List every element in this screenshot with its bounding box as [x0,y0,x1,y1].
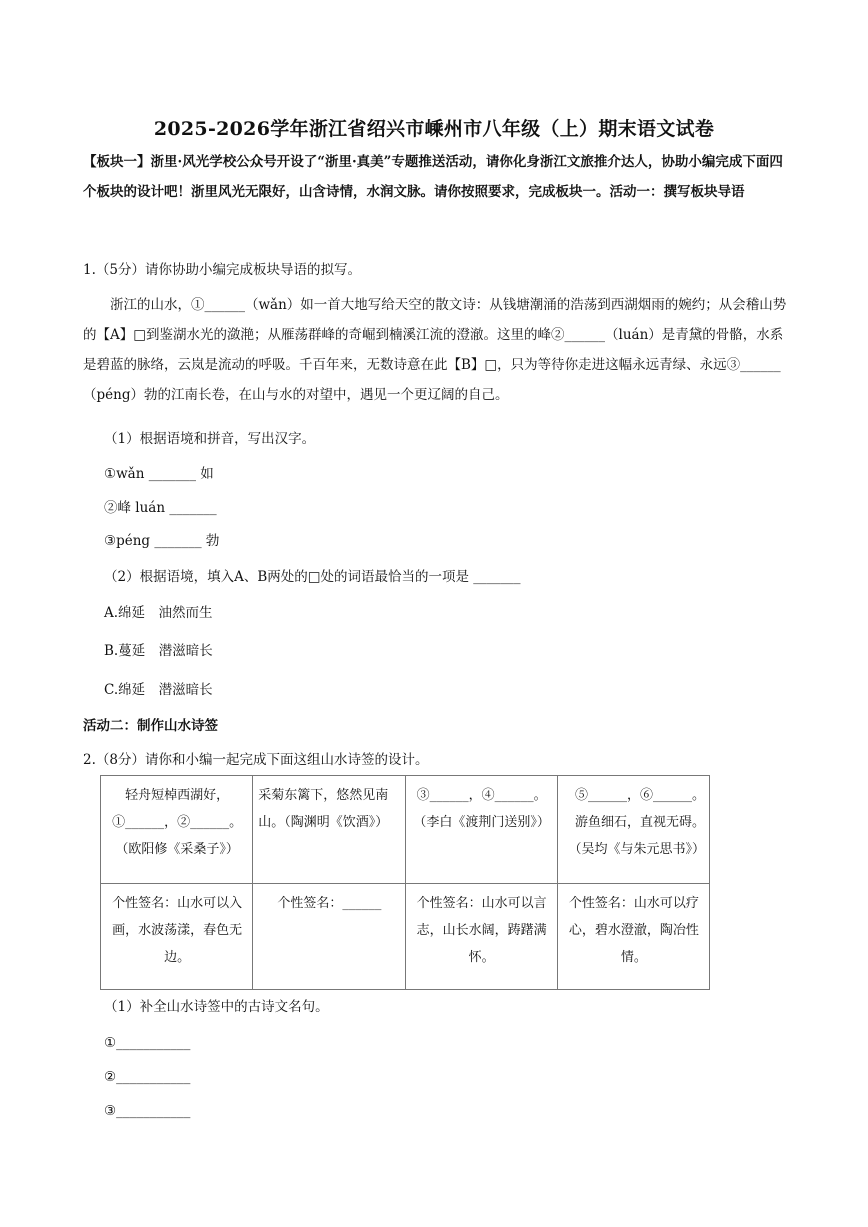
table-cell: 个性签名：山水可以言志，山长水阔，踌躇满怀。 [405,884,557,990]
table-cell: 个性签名：山水可以疗心，碧水澄澈，陶冶性情。 [557,884,709,990]
section-intro: 【板块一】浙里·风光学校公众号开设了“浙里·真美”专题推送活动，请你化身浙江文旅推介达人，协助小编完成下面四个板块的设计吧！浙里风光无限好，山含诗情，水润文脉。请你按照要求，完成板块一。活动一：撰写板块导语 [83,154,783,200]
table-row [101,776,710,884]
q1-sub2: （2）根据语境，填入A、B两处的□处的词语最恰当的一项是 _______ [104,569,521,585]
table-cell: 轻舟短棹西湖好，①______，②______。（欧阳修《采桑子》） [101,776,253,884]
q1-option: C.绵延 潜滋暗长 [104,682,213,698]
q1-sub1: （1）根据语境和拼音，写出汉字。 [104,431,316,447]
q1-passage: 浙江的山水，①______（wǎn）如一首大地写给天空的散文诗：从钱塘潮涌的浩荡到西湖烟雨的婉约；从会稽山势的【A】□到鉴湖水光的潋滟；从雁荡群峰的奇崛到楠溪江流的澄澈。这里的峰②______（luán）是青黛的骨骼，水系是碧蓝的脉络，云岚是流动的呼吸。千百年来，无数诗意在此【B】□，只为等待你走进这幅永远青绿、永远③______（péng）勃的江南长卷，在山与水的对望中，遇见一个更辽阔的自己。 [83,297,787,403]
answer-blank: ②___________ [104,1069,191,1085]
table-row [101,884,710,990]
q1-sub1-item: ③péng _______ 勃 [104,533,220,549]
q1-stem: 1.（5分）请你协助小编完成板块导语的拟写。 [83,262,361,278]
q1-sub1-item: ②峰 luán _______ [104,500,217,516]
q1-option: A.绵延 油然而生 [104,605,213,621]
q1-sub1-item: ①wǎn _______ 如 [104,466,214,482]
answer-blank: ③___________ [104,1103,191,1119]
table-cell: 个性签名：山水可以入画，水波荡漾，春色无边。 [101,884,253,990]
answer-blank: ①___________ [104,1035,191,1051]
q2-sub1: （1）补全山水诗签中的古诗文名句。 [104,999,329,1015]
table-cell: 采菊东篱下，悠然见南山。（陶渊明《饮酒》） [253,776,405,884]
q1-option: B.蔓延 潜滋暗长 [104,643,213,659]
poem-table [100,775,710,990]
table-cell: 个性签名：______ [253,884,405,990]
table-cell: ③______，④______。（李白《渡荆门送别》） [405,776,557,884]
table-cell: ⑤______，⑥______。游鱼细石，直视无碍。（吴均《与朱元思书》） [557,776,709,884]
exam-title: 2025-2026学年浙江省绍兴市嵊州市八年级（上）期末语文试卷 [153,118,715,140]
q2-stem: 2.（8分）请你和小编一起完成下面这组山水诗签的设计。 [83,752,429,768]
activity2-heading: 活动二：制作山水诗签 [83,718,218,734]
